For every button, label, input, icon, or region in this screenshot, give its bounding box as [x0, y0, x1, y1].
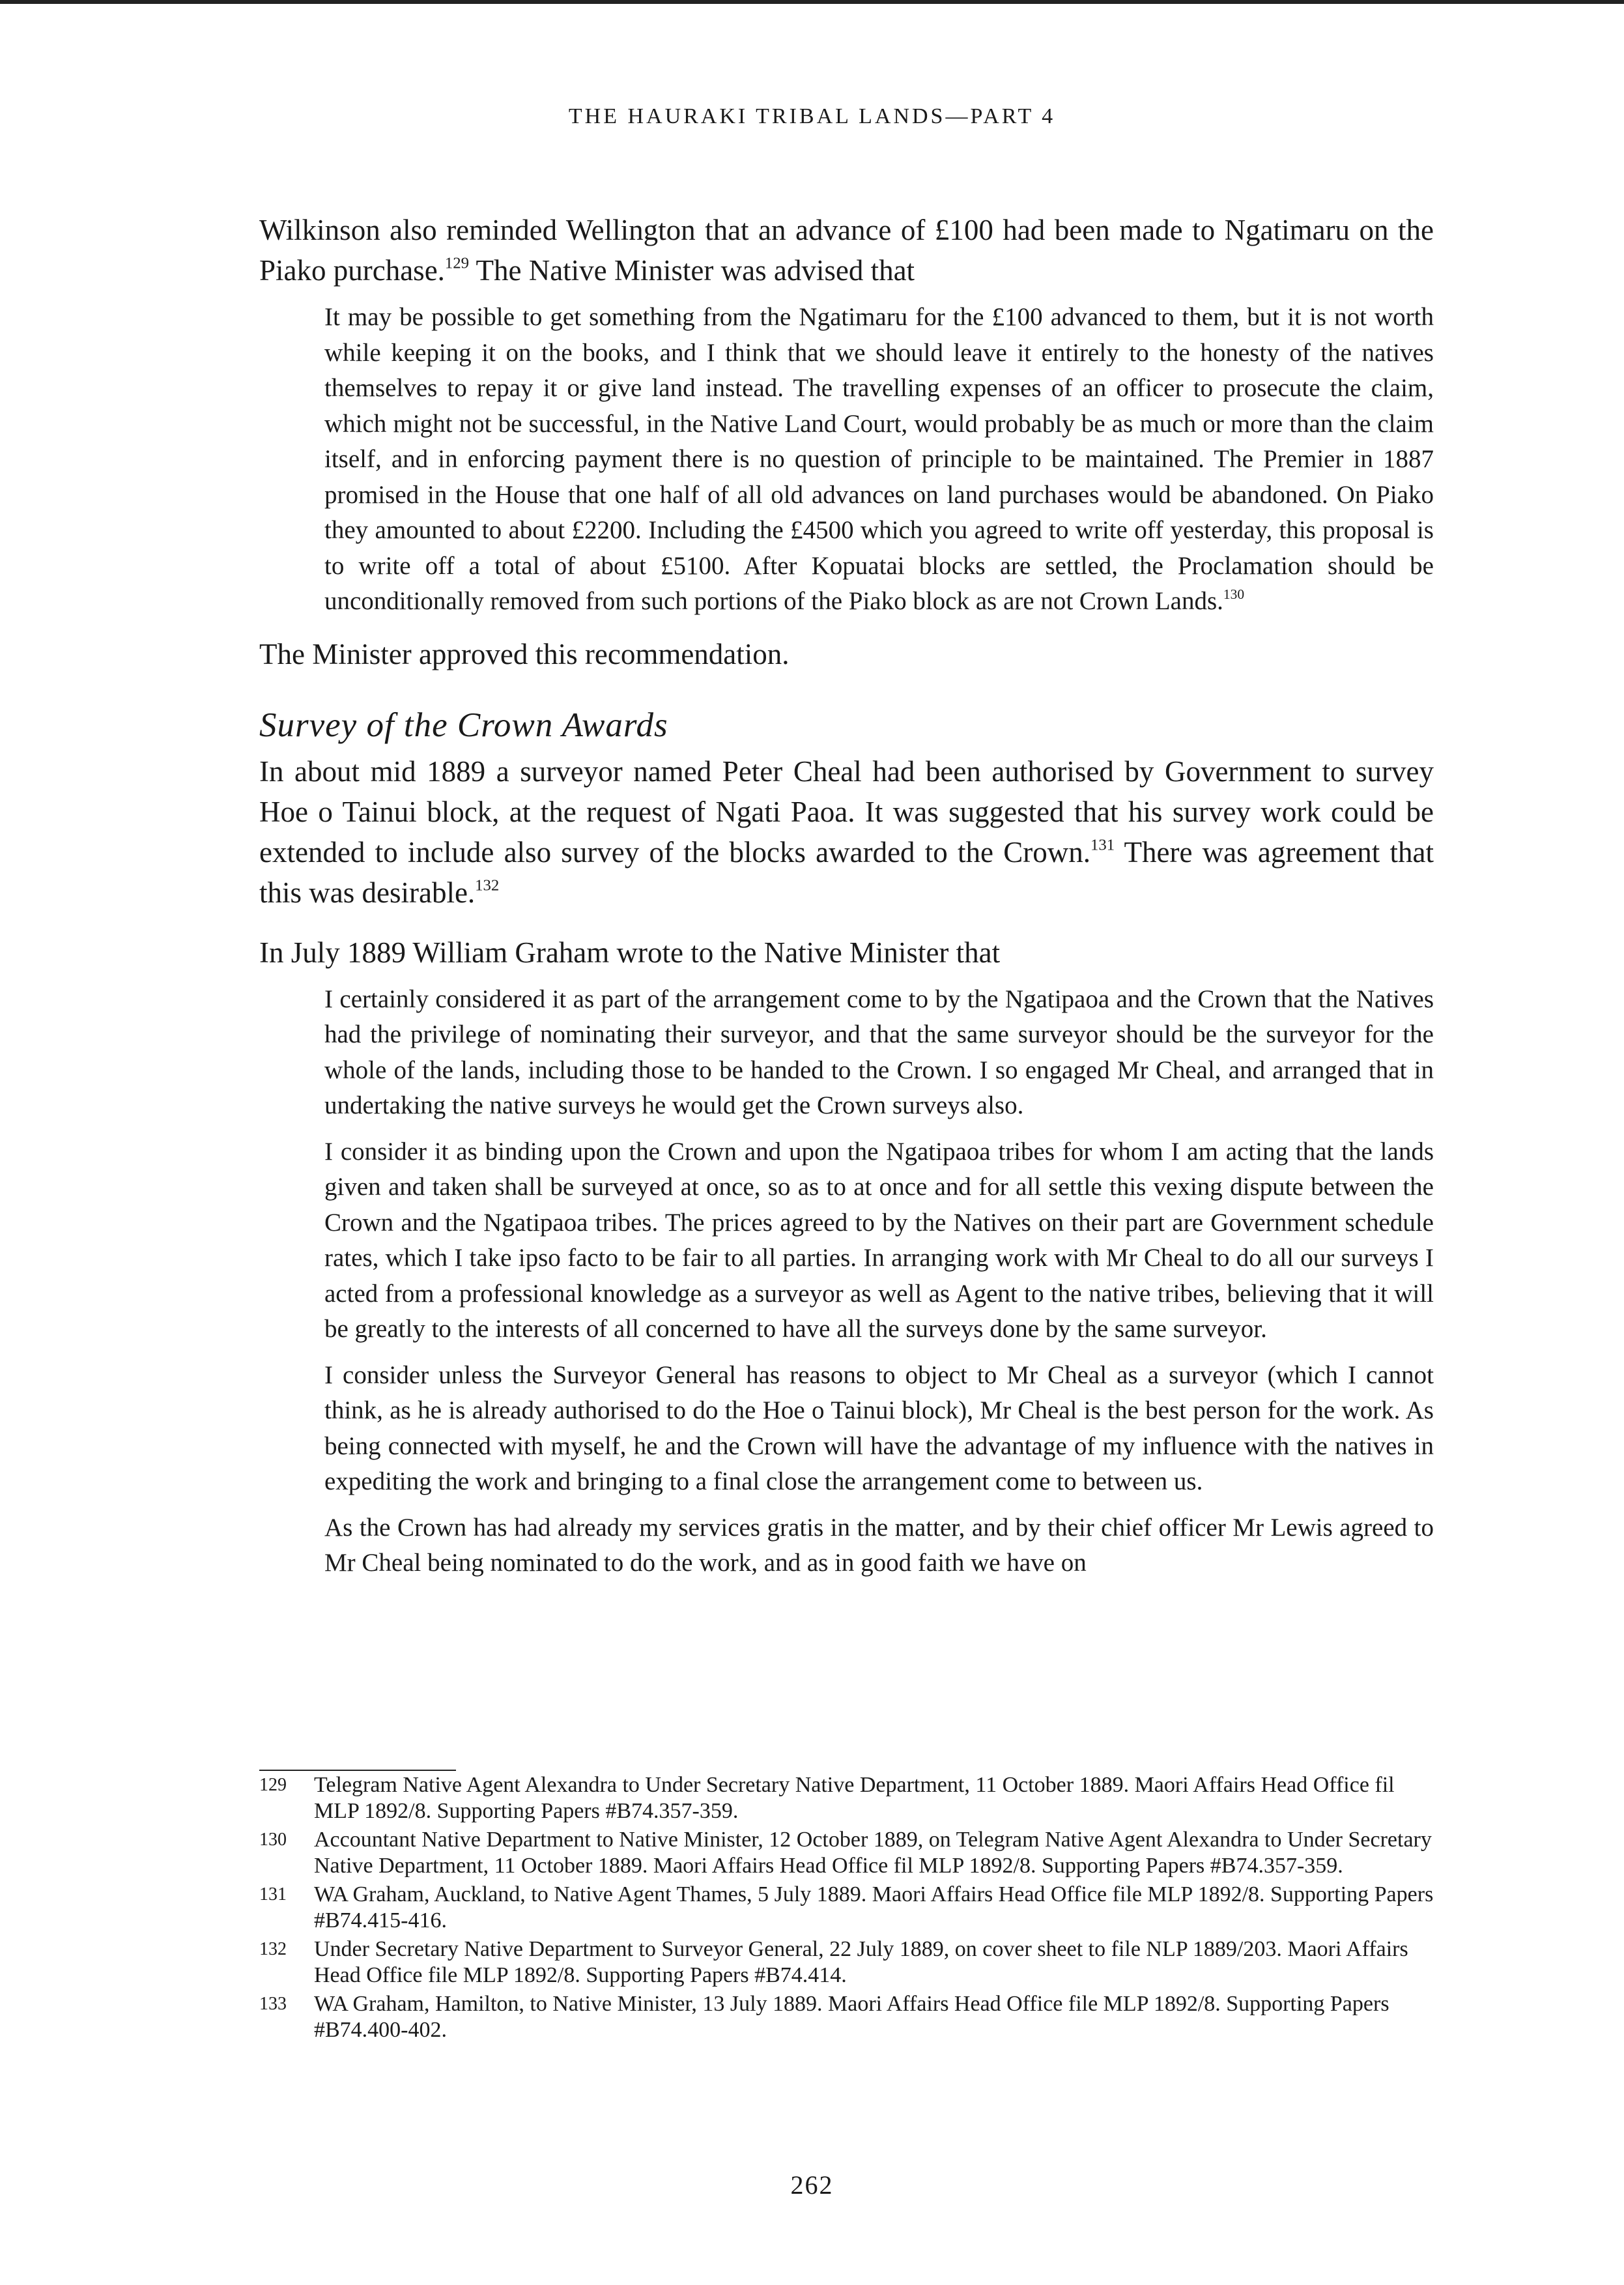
- footnote-ref-132[interactable]: 132: [475, 876, 500, 894]
- footnote-text: Accountant Native Department to Native Minister, 12 October 1889, on Telegram Native Agent Alexandra to Under Secretary Native Department, 11 October 1889. Maori Affairs Head Office fil MLP 1892/8. Supporting Papers #B74.357-359.: [314, 1828, 1432, 1878]
- footnote-number: 133: [259, 1994, 287, 2014]
- page-top-rule: [0, 0, 1624, 4]
- body-paragraph-3: [259, 751, 1434, 913]
- block-quote-2-para-1: I certainly considered it as part of the arrangement come to by the Ngatipaoa and the Crown that the Natives had the privilege of nominating their surveyor, and that the same surveyor should be the surveyor for the whole of the lands, including those to be handed to the Crown. I so engaged Mr Cheal, and arranged that in undertaking the native surveys he would get the Crown surveys also.: [324, 984, 1434, 1119]
- footnote-ref-131[interactable]: 131: [1090, 835, 1115, 854]
- footnote-number: 129: [259, 1775, 287, 1795]
- footnote-text: Telegram Native Agent Alexandra to Under Secretary Native Department, 11 October 1889. Maori Affairs Head Office fil MLP 1892/8. Supporting Papers #B74.357-359.: [314, 1773, 1395, 1823]
- block-quote-2-para-4: As the Crown has had already my services gratis in the matter, and by their chief officer Mr Lewis agreed to Mr Cheal being nominated to do the work, and as in good faith we have on: [324, 1513, 1434, 1577]
- footnote-131: [259, 1882, 1434, 1934]
- paragraph-text: There was agreement that this was desirable.: [259, 835, 1434, 909]
- footnotes: [259, 1772, 1434, 2046]
- footnote-number: 132: [259, 1939, 287, 1959]
- footnote-ref-129[interactable]: 129: [444, 254, 470, 272]
- footnote-ref-130[interactable]: 130: [1223, 586, 1245, 602]
- footnote-133: [259, 1991, 1434, 2043]
- paragraph-text: The Native Minister was advised that: [469, 254, 915, 287]
- footnote-132: [259, 1936, 1434, 1989]
- footnote-number: 131: [259, 1884, 287, 1904]
- footnote-separator: [259, 1770, 456, 1771]
- footnote-130: [259, 1827, 1434, 1879]
- block-quote-2-para-2: I consider it as binding upon the Crown and upon the Ngatipaoa tribes for whom I am acting that the lands given and taken shall be surveyed at once, so as to at once and for all settle this vexing dispute between the Crown and the Ngatipaoa tribes. The prices agreed to by the Natives on their part are Government schedule rates, which I take ipso facto to be fair to all parties. In arranging work with Mr Cheal to do all our surveys I acted from a professional knowledge as a surveyor as well as Agent to the native tribes, believing that it will be greatly to the interests of all concerned to have all the surveys done by the same surveyor.: [324, 1137, 1434, 1343]
- body-paragraph-2: The Minister approved this recommendation.: [259, 637, 790, 670]
- footnote-text: Under Secretary Native Department to Surveyor General, 22 July 1889, on cover sheet to file NLP 1889/203. Maori Affairs Head Office file MLP 1892/8. Supporting Papers #B74.414.: [314, 1937, 1408, 1987]
- block-quote-1: [324, 300, 1434, 620]
- paragraph-text: In about mid 1889 a surveyor named Peter Cheal had been authorised by Government to survey Hoe o Tainui block, at the request of Ngati Paoa. It was suggested that his survey work could be extended to include also survey of the blocks awarded to the Crown.: [259, 754, 1434, 869]
- section-heading: Survey of the Crown Awards: [259, 706, 668, 744]
- quote-text: It may be possible to get something from the Ngatimaru for the £100 advanced to them, but it is not worth while keeping it on the books, and I think that we should leave it entirely to the honesty of the natives themselves to repay it or give land instead. The travelling expenses of an officer to prosecute the claim, which might not be successful, in the Native Land Court, would probably be as much or more than the claim itself, and in enforcing payment there is no question of principle to be maintained. The Premier in 1887 promised in the House that one half of all old advances on land purchases would be abandoned. On Piako they amounted to about £2200. Including the £4500 which you agreed to write off yesterday, this proposal is to write off a total of about £5100. After Kopuatai blocks are settled, the Proclamation should be unconditionally removed from such portions of the Piako block as are not Crown Lands.: [324, 303, 1434, 615]
- main-content: [259, 210, 1434, 1581]
- footnote-number: 130: [259, 1830, 287, 1850]
- paragraph-text: Wilkinson also reminded Wellington that an advance of £100 had been made to Ngatimaru on the Piako purchase.: [259, 214, 1434, 287]
- running-head: THE HAURAKI TRIBAL LANDS—PART 4: [568, 104, 1056, 128]
- body-paragraph-4: In July 1889 William Graham wrote to the Native Minister that: [259, 936, 1001, 969]
- block-quote-2-para-3: I consider unless the Surveyor General has reasons to object to Mr Cheal as a surveyor (which I cannot think, as he is already authorised to do the Hoe o Tainui block), Mr Cheal is the best person for the work. As being connected with myself, he and the Crown will have the advantage of my influence with the natives in expediting the work and bringing to a final close the arrangement come to between us.: [324, 1360, 1434, 1495]
- body-paragraph-1: [259, 210, 1434, 291]
- footnote-text: WA Graham, Hamilton, to Native Minister, 13 July 1889. Maori Affairs Head Office file MLP 1892/8. Supporting Papers #B74.400-402.: [314, 1992, 1389, 2042]
- footnote-129: [259, 1772, 1434, 1824]
- page-number: 262: [790, 2170, 834, 2200]
- footnote-text: WA Graham, Auckland, to Native Agent Thames, 5 July 1889. Maori Affairs Head Office file MLP 1892/8. Supporting Papers #B74.415-416.: [314, 1882, 1434, 1933]
